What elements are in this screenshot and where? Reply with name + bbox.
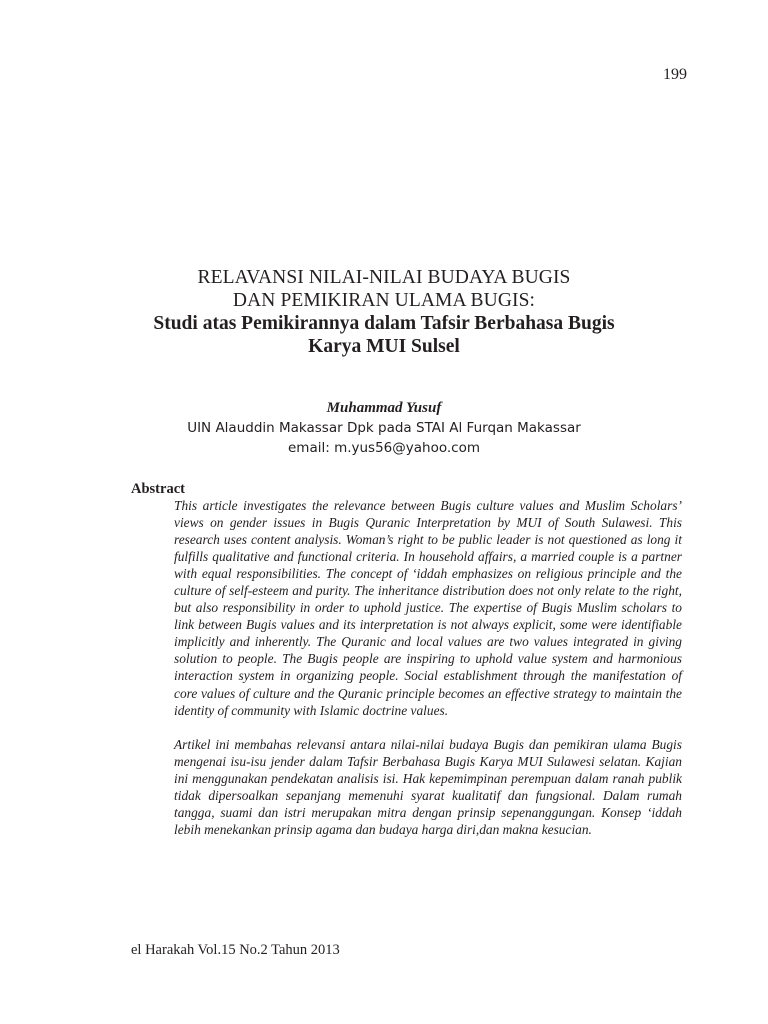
page-number: 199 [663,66,687,83]
article-title-line-2: DAN PEMIKIRAN ULAMA BUGIS: [232,290,536,311]
author-block [0,398,768,458]
author-email: email: m.yus56@yahoo.com [288,440,480,456]
abstract-indonesian: Artikel ini membahas relevansi antara nilai-nilai budaya Bugis dan pemikiran ulama Bugis mengenai isu-isu jender dalam Tafsir Berbahasa Bugis Karya MUI Sulawesi selatan. Kajian ini menggunakan pendekatan analisis isi. Hak kepemimpinan perempuan dalam ranah publik tidak dipersoalkan sepanjang memenuhi syarat kualitatif dan fungsional. Dalam rumah tangga, suami dan istri merupakan mitra dengan prinsip sepenanggungan. Konsep ‘iddah lebih menekankan prinsip agama dan budaya harga diri,dan makna kesucian. [174,736,682,837]
abstract-body [174,497,682,838]
journal-footer: el Harakah Vol.15 No.2 Tahun 2013 [131,942,340,958]
article-subtitle-line-1: Studi atas Pemikirannya dalam Tafsir Berbahasa Bugis [153,313,615,334]
article-title-block [0,266,768,358]
author-name: Muhammad Yusuf [326,400,442,416]
author-affiliation: UIN Alauddin Makassar Dpk pada STAI Al Furqan Makassar [187,420,581,436]
article-title-line-1: RELAVANSI NILAI-NILAI BUDAYA BUGIS [197,267,571,288]
abstract-english: This article investigates the relevance between Bugis culture values and Muslim Scholars’ views on gender issues in Bugis Quranic Interpretation by MUI of South Sulawesi. This research uses content analysis. Woman’s right to be public leader is not questioned as long it fulfills qualitative and functional criteria. In household affairs, a married couple is a partner with equal responsibilities. The concept of ‘iddah emphasizes on religious principle and the culture of self-esteem and purity. The inheritance distribution does not only relate to the right, but also responsibility in order to uphold justice. The expertise of Bugis Muslim scholars to link between Bugis values and its interpretation is not always explicit, some were identifiable implicitly and inherently. The Quranic and local values are two values integrated in giving solution to people. The Bugis people are inspiring to uphold value system and harmonious interaction system in organizing people. Social establishment through the manifestation of core values of culture and the Quranic principle becomes an effective strategy to maintain the identity of community with Islamic doctrine values. [174,498,682,718]
abstract-heading: Abstract [131,481,185,497]
article-subtitle-line-2: Karya MUI Sulsel [308,336,460,357]
